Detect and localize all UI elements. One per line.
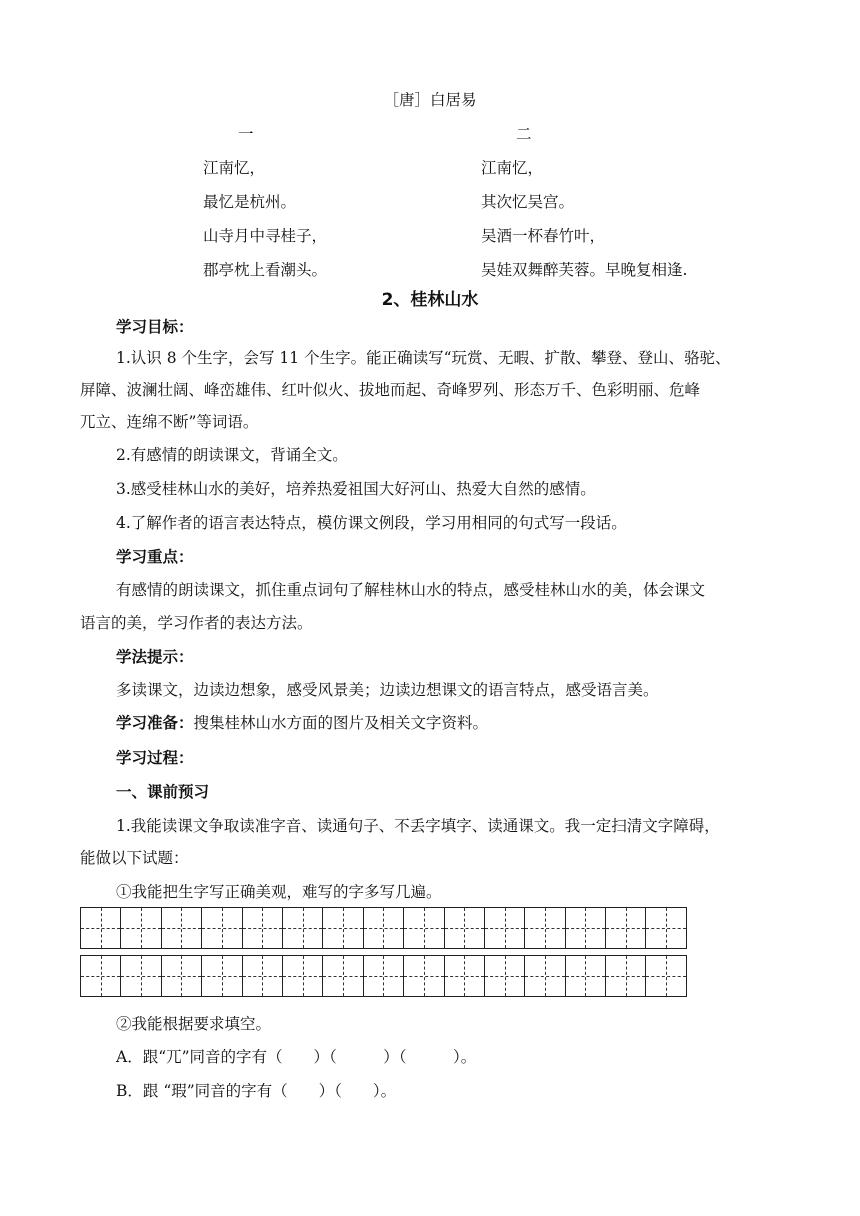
poem-col1-line: 江南忆，: [203, 159, 266, 177]
task1: ①我能把生字写正确美观，难写的字多写几遍。: [116, 883, 442, 901]
item-a: A．跟“兀”同音的字有（ ）（ ）（ ）。: [116, 1048, 477, 1066]
grid-cell[interactable]: [404, 908, 444, 948]
poem-col2-line: 江南忆，: [481, 159, 544, 177]
focus-line: 有感情的朗读课文，抓住重点词句了解桂林山水的特点，感受桂林山水的美，体会课文: [116, 581, 706, 599]
goals-heading: 学习目标：: [116, 318, 194, 336]
grid-cell[interactable]: [566, 908, 606, 948]
poem-col1-line: 山寺月中寻桂子，: [203, 227, 328, 245]
grid-cell[interactable]: [404, 956, 444, 996]
poem-col1-line: 最忆是杭州。: [203, 193, 297, 211]
lesson-title: 2、桂林山水: [381, 290, 479, 310]
focus-line: 语言的美，学习作者的表达方法。: [80, 614, 313, 632]
grid-cell[interactable]: [646, 956, 686, 996]
prep-line: [116, 711, 488, 733]
grid-cell[interactable]: [81, 956, 121, 996]
grid-cell[interactable]: [606, 908, 646, 948]
poem-col1-line: 郡亭枕上看潮头。: [203, 261, 328, 279]
grid-cell[interactable]: [121, 908, 161, 948]
poem-part2-label: 二: [516, 125, 532, 143]
grid-cell[interactable]: [162, 956, 202, 996]
goal2: 2.有感情的朗读课文，背诵全文。: [116, 446, 348, 464]
method-text: 多读课文，边读边想象，感受风景美；边读边想课文的语言特点，感受语言美。: [116, 681, 659, 699]
grid-cell[interactable]: [323, 956, 363, 996]
focus-heading: 学习重点：: [116, 548, 194, 566]
grid-cell[interactable]: [364, 908, 404, 948]
poem-author: ［唐］白居易: [383, 91, 477, 109]
grid-cell[interactable]: [364, 956, 404, 996]
goal1-line: 屏障、波澜壮阔、峰峦雄伟、红叶似火、拔地而起、奇峰罗列、形态万千、色彩明丽、危峰: [80, 381, 701, 399]
item-b: B．跟 “瑕”同音的字有（ ）（ ）。: [116, 1082, 397, 1100]
method-heading: 学法提示：: [116, 648, 194, 666]
character-writing-grid[interactable]: [80, 907, 687, 997]
task2: ②我能根据要求填空。: [116, 1015, 272, 1033]
grid-cell[interactable]: [606, 956, 646, 996]
prep-heading: 学习准备：: [116, 714, 194, 732]
goal1-line: 兀立、连绵不断”等词语。: [80, 413, 259, 431]
grid-cell[interactable]: [485, 908, 525, 948]
grid-cell[interactable]: [81, 908, 121, 948]
grid-cell[interactable]: [283, 908, 323, 948]
grid-row: [80, 907, 687, 949]
poem-col2-line: 其次忆吴宫。: [481, 193, 575, 211]
poem-col2-line: 吴酒一杯春竹叶，: [481, 227, 606, 245]
grid-cell[interactable]: [202, 956, 242, 996]
preview1-line: 1.我能读课文争取读准字音、读通句子、不丢字填字、读通课文。我一定扫清文字障碍，: [116, 817, 720, 835]
grid-cell[interactable]: [525, 908, 565, 948]
grid-cell[interactable]: [445, 908, 485, 948]
poem-part1-label: 一: [238, 125, 254, 143]
poem-col2-line: 吴娃双舞醉芙蓉。早晚复相逢.: [481, 261, 688, 279]
grid-cell[interactable]: [283, 956, 323, 996]
grid-cell[interactable]: [323, 908, 363, 948]
grid-row: [80, 955, 687, 997]
grid-cell[interactable]: [202, 908, 242, 948]
grid-cell[interactable]: [566, 956, 606, 996]
grid-cell[interactable]: [243, 956, 283, 996]
grid-cell[interactable]: [525, 956, 565, 996]
grid-cell[interactable]: [121, 956, 161, 996]
grid-cell[interactable]: [445, 956, 485, 996]
grid-cell[interactable]: [646, 908, 686, 948]
goal4: 4.了解作者的语言表达特点，模仿课文例段，学习用相同的句式写一段话。: [116, 514, 627, 532]
goal3: 3.感受桂林山水的美好，培养热爱祖国大好河山、热爱大自然的感情。: [116, 480, 596, 498]
process-heading: 学习过程：: [116, 749, 194, 767]
grid-cell[interactable]: [162, 908, 202, 948]
grid-cell[interactable]: [243, 908, 283, 948]
goal1-line: 1.认识 8 个生字，会写 11 个生字。能正确读写“玩赏、无暇、扩散、攀登、登山、骆驼、: [116, 349, 731, 367]
grid-cell[interactable]: [485, 956, 525, 996]
preview-heading: 一、课前预习: [116, 783, 210, 801]
preview1-line: 能做以下试题：: [80, 849, 189, 867]
prep-text: 搜集桂林山水方面的图片及相关文字资料。: [193, 714, 489, 732]
